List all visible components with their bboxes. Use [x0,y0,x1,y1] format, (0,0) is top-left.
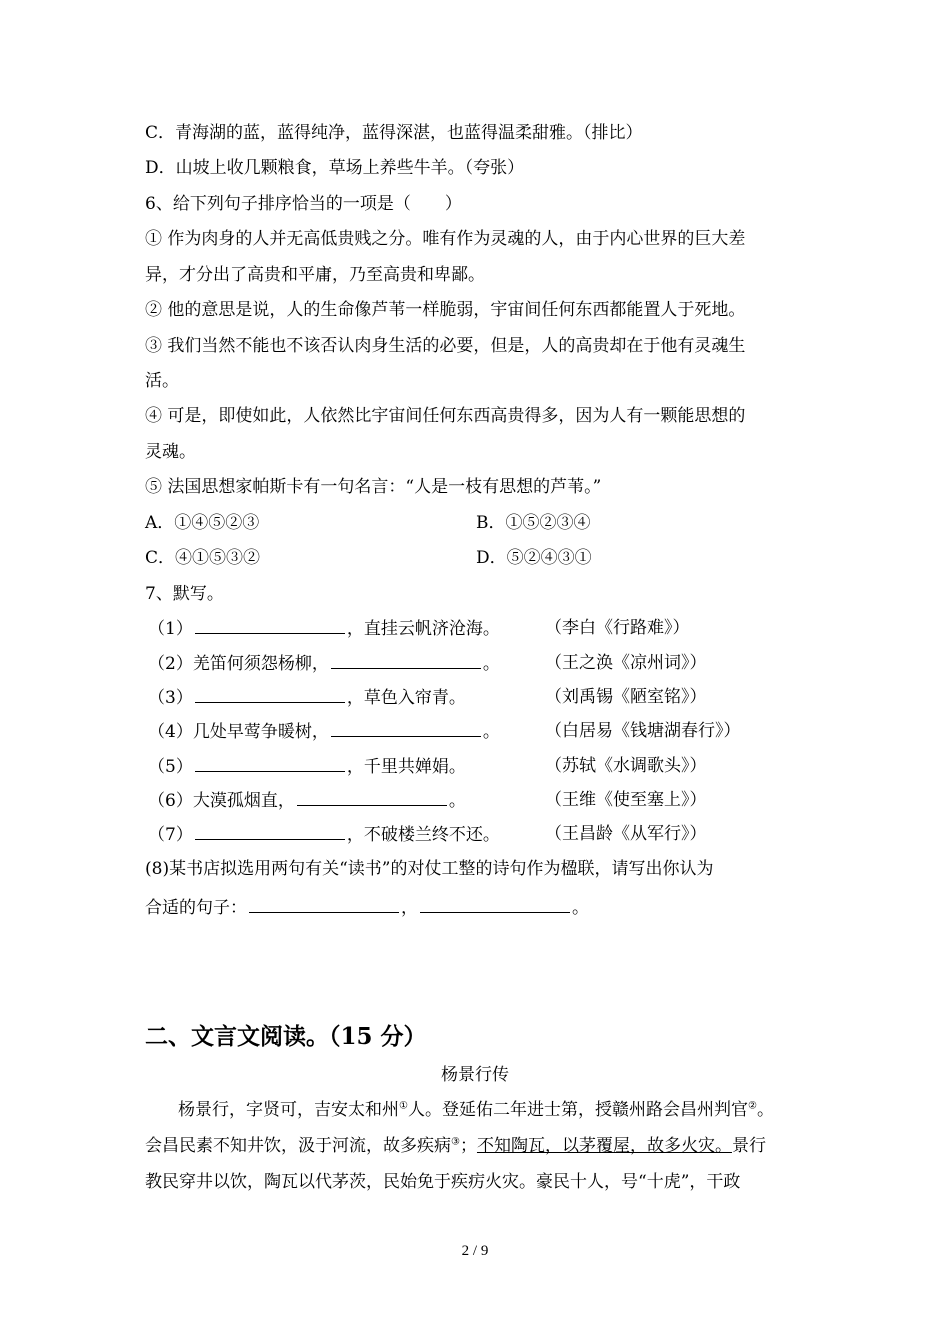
q6-option-a: A．①④⑤②③ [145,513,260,533]
underlined-sentence: 不知陶瓦，以茅覆屋，故多火灾。 [476,1136,732,1156]
q5-option-c: C．青海湖的蓝，蓝得纯净，蓝得深湛，也蓝得温柔甜雅。（排比） [145,123,643,143]
footnote-mark: ① [399,1100,408,1112]
q7-source-2: （王之涣《凉州词》） [545,653,707,673]
q6-option-b: B．①⑤②③④ [476,513,591,533]
q6-sentence-3a: ③ 我们当然不能也不该否认肉身生活的必要，但是，人的高贵却在于他有灵魂生 [145,336,746,356]
q6-sentence-1b: 异，才分出了高贵和平庸，乃至高贵和卑鄙。 [145,265,485,285]
answer-blank[interactable] [331,652,481,669]
q7-item-3: （3） ，草色入帘青。 [148,688,466,708]
q7-item-2: （2）羌笛何须怨杨柳， 。 [148,654,500,674]
q7-item-6: （6）大漠孤烟直， 。 [148,791,466,811]
q7-item-5: （5） ，千里共婵娟。 [148,757,466,777]
q7-item-4: （4）几处早莺争暖树， 。 [148,722,500,742]
q6-option-d: D．⑤②④③① [476,548,592,568]
answer-blank[interactable] [297,789,447,806]
q6-sentence-3b: 活。 [145,371,179,391]
q6-stem: 6、给下列句子排序恰当的一项是（ ） [145,194,462,214]
q7-source-4: （白居易《钱塘湖春行》） [545,721,741,741]
answer-blank[interactable] [331,720,481,737]
q6-sentence-5: ⑤ 法国思想家帕斯卡有一句名言：“人是一枝有思想的芦苇。” [145,477,602,497]
section-heading: 二、文言文阅读。（15 分） [145,1023,427,1050]
q6-sentence-4a: ④ 可是，即使如此，人依然比宇宙间任何东西高贵得多，因为人有一颗能思想的 [145,406,746,426]
q7-source-1: （李白《行路难》） [545,618,690,638]
answer-blank[interactable] [420,896,570,913]
q6-sentence-2: ② 他的意思是说，人的生命像芦苇一样脆弱，宇宙间任何东西都能置人于死地。 [145,300,746,320]
q7-source-3: （刘禹锡《陋室铭》） [545,687,707,707]
passage-line-3: 教民穿井以饮，陶瓦以代茅茨，民始免于疾疠火灾。豪民十人，号“十虎”，干政 [145,1172,741,1192]
passage-line-2: 会昌民素不知井饮，汲于河流，故多疾病③；不知陶瓦，以茅覆屋，故多火灾。景行 [145,1136,766,1156]
q5-option-d: D．山坡上收几颗粮食，草场上养些牛羊。（夸张） [145,158,525,178]
answer-blank[interactable] [195,755,345,772]
page-number: 2 / 9 [461,1243,489,1259]
answer-blank[interactable] [195,823,345,840]
q6-sentence-4b: 灵魂。 [145,442,196,462]
q7-source-7: （王昌龄《从军行》） [545,824,707,844]
q7-item-8b: 合适的句子： ， 。 [145,898,589,918]
q7-source-6: （王维《使至塞上》） [545,790,707,810]
footnote-mark: ② [747,1100,757,1112]
answer-blank[interactable] [249,896,399,913]
q6-sentence-1a: ① 作为肉身的人并无高低贵贱之分。唯有作为灵魂的人，由于内心世界的巨大差 [145,229,746,249]
passage-title: 杨景行传 [441,1065,509,1085]
q7-item-1: （1） ，直挂云帆济沧海。 [148,619,500,639]
q6-option-c: C．④①⑤③② [145,548,261,568]
answer-blank[interactable] [195,686,345,703]
q7-item-7: （7） ，不破楼兰终不还。 [148,825,500,845]
q7-item-8a: (8)某书店拟选用两句有关“读书”的对仗工整的诗句作为楹联，请写出你认为 [145,859,714,879]
q7-source-5: （苏轼《水调歌头》） [545,756,707,776]
q7-stem: 7、默写。 [145,584,224,604]
answer-blank[interactable] [195,617,345,634]
passage-line-1: 杨景行，字贤可，吉安太和州①人。登延佑二年进士第，授赣州路会昌州判官②。 [178,1100,774,1120]
footnote-mark: ③ [451,1136,460,1148]
